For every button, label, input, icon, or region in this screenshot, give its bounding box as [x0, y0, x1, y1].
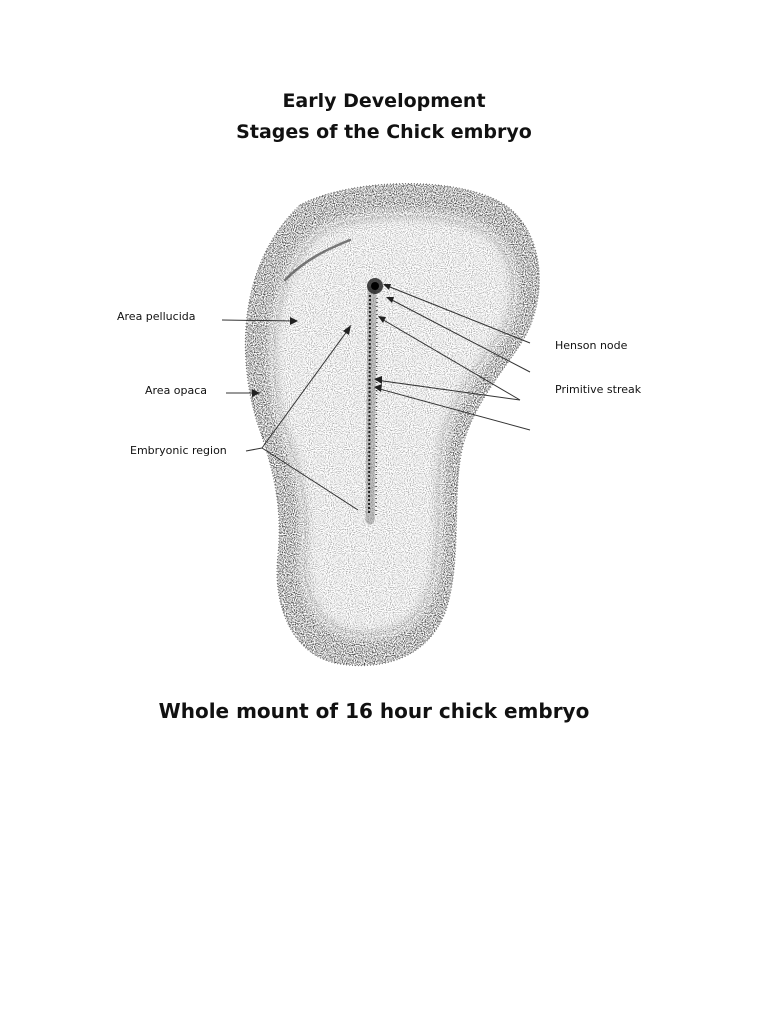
page-title: Early Development — [282, 90, 486, 112]
label-primitive-streak: Primitive streak — [555, 383, 642, 396]
label-henson-node: Henson node — [555, 339, 628, 352]
figure-caption: Whole mount of 16 hour chick embryo — [158, 699, 590, 723]
area-pellucida-region — [273, 215, 515, 636]
henson-node — [367, 278, 383, 294]
page-subtitle: Stages of the Chick embryo — [236, 121, 532, 143]
label-area-pellucida: Area pellucida — [117, 310, 196, 323]
label-area-opaca: Area opaca — [145, 384, 208, 397]
label-embryonic-region: Embryonic region — [130, 444, 227, 457]
